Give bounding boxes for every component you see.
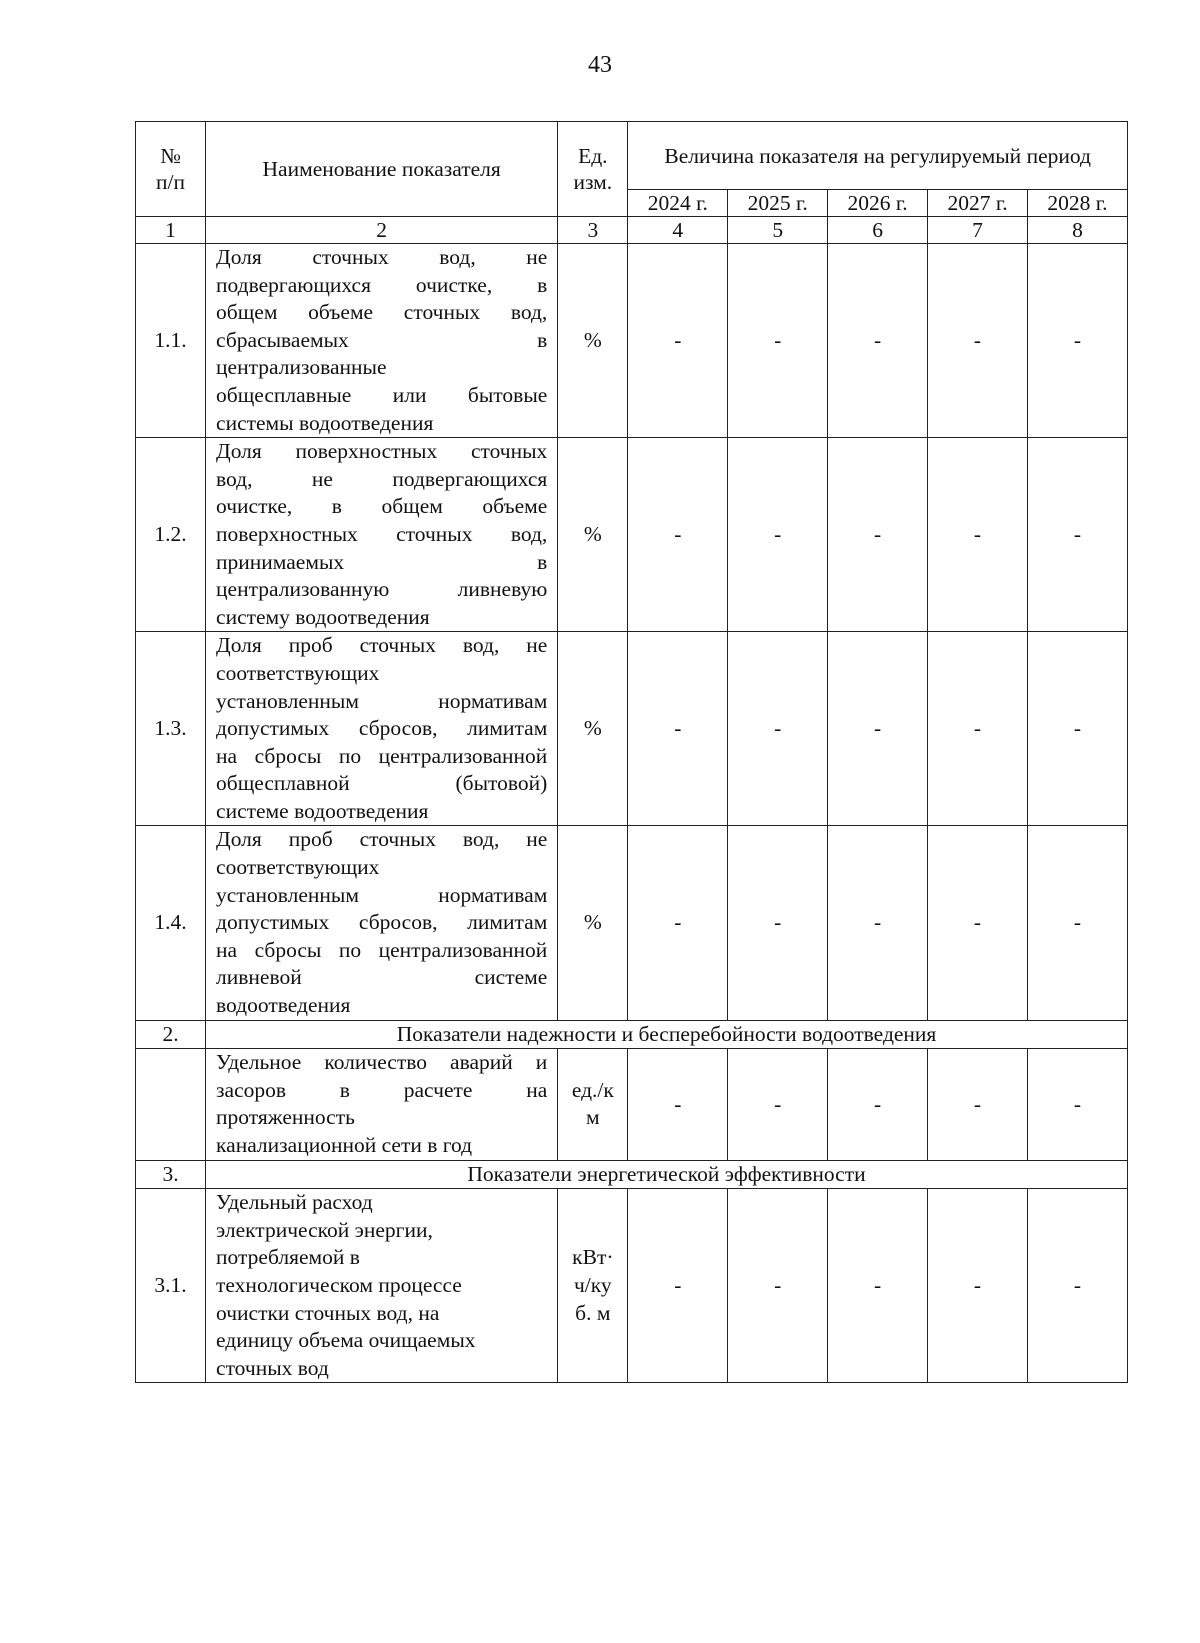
indicator-name-line: общем объеме сточных вод, xyxy=(216,300,548,325)
value-cell: - xyxy=(628,1049,728,1160)
value-cell: - xyxy=(928,244,1028,438)
indicator-name-line: технологическом процессе xyxy=(216,1272,462,1297)
indicator-name-line: установленным нормативам xyxy=(216,688,548,713)
value-cell: - xyxy=(828,1049,928,1160)
indicator-name-line: ливневой системе xyxy=(216,965,548,990)
year-2024: 2024 г. xyxy=(628,190,728,217)
indicator-row xyxy=(136,1189,1128,1383)
section-header-row xyxy=(136,1020,1128,1049)
header-period: Величина показателя на регулируемый период xyxy=(628,122,1128,190)
unit-cell xyxy=(558,1049,628,1160)
value-cell: - xyxy=(828,438,928,632)
indicator-name-line: протяженность xyxy=(216,1105,355,1130)
value-cell: - xyxy=(728,826,828,1020)
indicators-table xyxy=(135,121,1128,1383)
indicator-name-line: Доля проб сточных вод, не xyxy=(216,633,548,658)
indicator-name-line: системы водоотведения xyxy=(216,410,434,435)
section-title: Показатели энергетической эффективности xyxy=(206,1160,1128,1189)
column-number: 6 xyxy=(828,217,928,244)
indicator-name-line: соответствующих xyxy=(216,855,380,880)
indicator-name-line: очистке, в общем объеме xyxy=(216,494,548,519)
header-num: № п/п xyxy=(136,122,206,217)
value-cell: - xyxy=(928,1049,1028,1160)
indicator-name-line: очистки сточных вод, на xyxy=(216,1300,440,1325)
indicator-name-line: Доля поверхностных сточных xyxy=(216,439,548,464)
indicator-name-line: на сбросы по централизованной xyxy=(216,937,548,962)
value-cell: - xyxy=(1027,438,1127,632)
header-name: Наименование показателя xyxy=(206,122,558,217)
column-numbers-row xyxy=(136,217,1128,244)
indicator-name-line: допустимых сбросов, лимитам xyxy=(216,910,548,935)
value-cell: - xyxy=(728,1189,828,1383)
row-number: 3.1. xyxy=(136,1189,206,1383)
value-cell: - xyxy=(628,438,728,632)
indicator-name-line: единицу объема очищаемых xyxy=(216,1328,476,1353)
indicator-row xyxy=(136,632,1128,826)
indicator-row xyxy=(136,244,1128,438)
indicator-name-line: сбрасываемых в xyxy=(216,327,548,352)
value-cell: - xyxy=(1027,826,1127,1020)
section-number: 3. xyxy=(136,1160,206,1189)
unit-cell: % xyxy=(558,632,628,826)
value-cell: - xyxy=(628,632,728,826)
indicator-name-line: централизованную ливневую xyxy=(216,577,548,602)
unit-line: кВт· xyxy=(572,1245,614,1270)
value-cell: - xyxy=(928,438,1028,632)
value-cell: - xyxy=(828,826,928,1020)
value-cell: - xyxy=(828,1189,928,1383)
unit-line: б. м xyxy=(575,1300,611,1325)
header-row xyxy=(136,122,1128,190)
row-number: 1.4. xyxy=(136,826,206,1020)
unit-line: м xyxy=(586,1105,600,1130)
value-cell: - xyxy=(1027,1049,1127,1160)
column-number: 8 xyxy=(1027,217,1127,244)
unit-cell: % xyxy=(558,244,628,438)
value-cell: - xyxy=(1027,244,1127,438)
value-cell: - xyxy=(1027,632,1127,826)
value-cell: - xyxy=(728,1049,828,1160)
indicator-name-line: общесплавной (бытовой) xyxy=(216,771,548,796)
indicator-name-line: водоотведения xyxy=(216,993,351,1018)
column-number: 2 xyxy=(206,217,558,244)
unit-cell xyxy=(558,1189,628,1383)
year-2028: 2028 г. xyxy=(1027,190,1127,217)
year-2026: 2026 г. xyxy=(828,190,928,217)
indicator-name-line: засоров в расчете на xyxy=(216,1077,548,1102)
section-number: 2. xyxy=(136,1020,206,1049)
value-cell: - xyxy=(628,826,728,1020)
indicator-name-line: централизованные xyxy=(216,355,387,380)
indicator-name xyxy=(206,244,558,438)
indicator-name xyxy=(206,632,558,826)
value-cell: - xyxy=(928,826,1028,1020)
column-number: 4 xyxy=(628,217,728,244)
header-unit: Ед. изм. xyxy=(558,122,628,217)
year-2025: 2025 г. xyxy=(728,190,828,217)
indicator-name-line: Доля сточных вод, не xyxy=(216,245,548,269)
row-number xyxy=(136,1049,206,1160)
indicator-name-line: поверхностных сточных вод, xyxy=(216,521,548,546)
year-2027: 2027 г. xyxy=(928,190,1028,217)
section-title: Показатели надежности и бесперебойности водоотведения xyxy=(206,1020,1128,1049)
indicator-name xyxy=(206,1049,558,1160)
unit-line: ед./к xyxy=(571,1077,614,1102)
indicator-row xyxy=(136,826,1128,1020)
indicator-name xyxy=(206,826,558,1020)
unit-cell: % xyxy=(558,826,628,1020)
indicator-name-line: потребляемой в xyxy=(216,1245,360,1270)
value-cell: - xyxy=(828,244,928,438)
value-cell: - xyxy=(628,244,728,438)
value-cell: - xyxy=(928,1189,1028,1383)
unit-cell: % xyxy=(558,438,628,632)
indicator-name-line: канализационной сети в год xyxy=(216,1133,473,1157)
value-cell: - xyxy=(628,1189,728,1383)
indicator-name-line: электрической энергии, xyxy=(216,1217,433,1242)
indicator-name-line: Удельный расход xyxy=(216,1190,373,1215)
row-number: 1.3. xyxy=(136,632,206,826)
indicator-name-line: системе водоотведения xyxy=(216,798,429,823)
indicator-name-line: систему водоотведения xyxy=(216,604,430,629)
value-cell: - xyxy=(1027,1189,1127,1383)
indicator-name-line: вод, не подвергающихся xyxy=(216,466,548,491)
value-cell: - xyxy=(728,632,828,826)
column-number: 7 xyxy=(928,217,1028,244)
page-number: 43 xyxy=(588,52,612,78)
indicator-name-line: сточных вод xyxy=(216,1355,329,1380)
indicator-name-line: допустимых сбросов, лимитам xyxy=(216,716,548,741)
value-cell: - xyxy=(828,632,928,826)
row-number: 1.2. xyxy=(136,438,206,632)
indicator-name-line: соответствующих xyxy=(216,660,380,685)
indicator-row xyxy=(136,1049,1128,1160)
row-number: 1.1. xyxy=(136,244,206,438)
column-number: 1 xyxy=(136,217,206,244)
indicator-name-line: Доля проб сточных вод, не xyxy=(216,827,548,852)
indicator-name xyxy=(206,1189,558,1383)
indicator-name-line: общесплавные или бытовые xyxy=(216,382,548,407)
indicator-name-line: Удельное количество аварий и xyxy=(216,1050,548,1075)
indicator-name-line: на сбросы по централизованной xyxy=(216,743,548,768)
indicator-row xyxy=(136,438,1128,632)
indicator-name xyxy=(206,438,558,632)
unit-line: ч/ку xyxy=(573,1272,612,1297)
value-cell: - xyxy=(928,632,1028,826)
column-number: 3 xyxy=(558,217,628,244)
indicator-name-line: подвергающихся очистке, в xyxy=(216,272,548,297)
indicator-name-line: установленным нормативам xyxy=(216,882,548,907)
indicator-name-line: принимаемых в xyxy=(216,549,548,574)
value-cell: - xyxy=(728,438,828,632)
section-header-row xyxy=(136,1160,1128,1189)
column-number: 5 xyxy=(728,217,828,244)
value-cell: - xyxy=(728,244,828,438)
